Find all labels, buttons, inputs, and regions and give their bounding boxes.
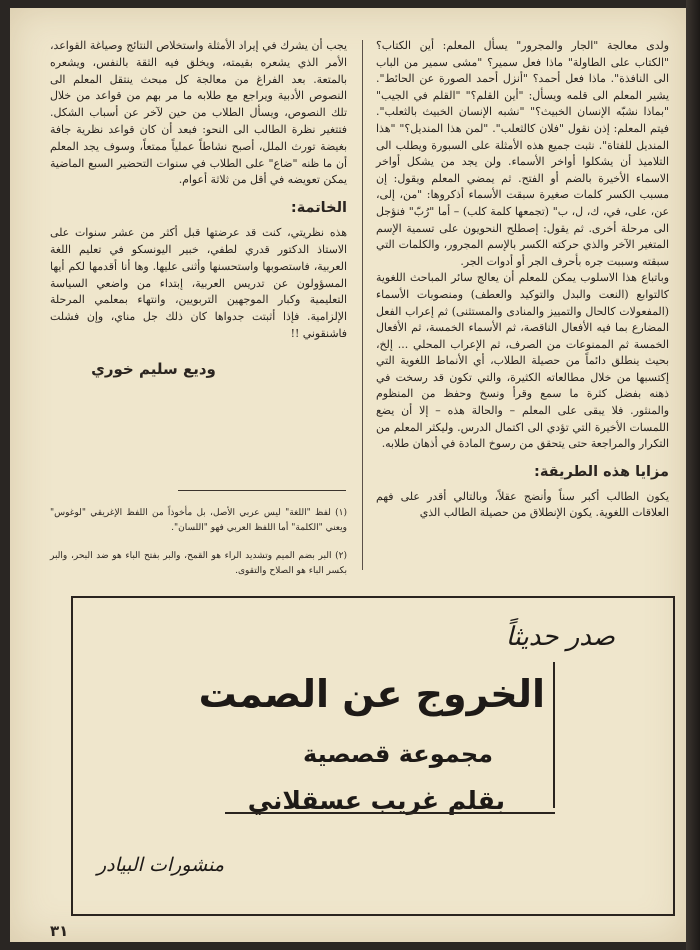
footnote-2: (٢) البر بضم الميم وتشديد الراء هو القمح، والبر بفتح الباء هو ضد البحر، والبر بكسر الباء هو الصلاح والتقوى.	[50, 551, 347, 576]
left-paragraph-1: يجب أن يشرك في إيراد الأمثلة واستخلاص النتائج وصياغة القواعد، الأمر الذي يشعره بقيمته، ويخلق فيه الثقة بالنفس، ويشعره بالمتعة. بعد الفراغ من معالجة كل مبحث ينتقل المعلم الى النصوص الأدبية ويراجع مع طلابه ما مر بهم من قواعد من خلال تلك النصوص، ويسأل الطلاب من حين لآخر عن أسباب الشكل. فتتغير نظرة الطالب الى النحو: فبعد أن كان قواعد نظرية جافة بغيضة تورث الملل، أصبح نشاطاً عملياً ممتعاً، وسوف يجد المعلم أن ما ظنه "ضاع" على الطلاب في سنوات التحضير السبع الماضية يمكن تعويضه في أقل من ثلاثة أعوام.	[50, 39, 347, 187]
column-divider	[362, 40, 363, 570]
footnotes	[50, 506, 347, 592]
publisher-name: منشورات البيادر	[97, 854, 225, 876]
book-author: بقلم غريب عسقلاني	[247, 786, 505, 815]
right-paragraph-2: وباتباع هذا الاسلوب يمكن للمعلم أن يعالج سائر المباحث اللغوية كالتوابع (النعت والبدل والتوكيد والعطف) ومنصوبات الأسماء (المفعولات كالحال والتمييز والمنادى والمستثنى) ثم إعراب الفعل المضارع بما فيه الأفعال الناقصة، ثم الأسماء الخمسة، ثم الأفعال الخمسة ثم الممنوعات من الصرف، ثم الإعراب المحلي ... إلخ، بحيث ينطلق دائماً من حصيلة الطلاب، أي الأنماط اللغوية التي إكتسبها من خلال مطالعاته الكثيرة، والتي تكون قد رسخت في ذهنه بفضل كثرة ما سمع وقرأ ونسخ وحفظ من المنظوم والمنثور. فلا يبقى على المعلم – والحالة هذه – إلا أن يضع اللمسات الأخيرة التي تؤدي الى اكتمال الدرس. وليكثر المعلم من التكرار والمراجعة حتى يتحقق من رسوخ المادة في أذهان طلابه.	[376, 271, 669, 451]
advantages-heading: مزايا هذه الطريقة:	[534, 463, 669, 480]
published-recently-label: صدر حديثاً	[505, 622, 615, 652]
book-subtitle: مجموعة قصصية	[303, 740, 493, 768]
conclusion-heading: الخاتمة:	[290, 200, 347, 217]
footnote-1: (١) لفظ "اللغة" ليس عربي الأصل، بل مأخوذاً من اللفظ الإغريقي "لوغوس" ويعني "الكلمة" أما اللفظ العربي فهو "اللسان".	[50, 508, 347, 533]
left-column	[50, 38, 347, 378]
right-paragraph-3: يكون الطالب أكبر سناً وأنضج عقلاً، وبالتالي أقدر على فهم العلاقات اللغوية. يكون الإنطلاق من حصيلة الطالب الذي	[376, 489, 669, 520]
left-paragraph-2: هذه نظريتي، كنت قد عرضتها قبل أكثر من عشر سنوات على الاستاذ الدكتور قدري لطفي، خبير اليونسكو في تعليم اللغة العربية، فاستصوبها واستحسنها وأثنى عليها. وها أنا أقدمها لكم أيها المسؤولون عن تدريس العربية، إبتداء من واضعي السياسة التعليمية وكبار الموجهين التربويين، وانتهاء بمعلمي المرحلة الإلزامية. فإذا أثبتت جدواها كان ذلك جل مناي، وإن فشلت فاشنقوني !!	[50, 226, 347, 340]
author-signature: وديع سليم خوري	[91, 359, 216, 378]
right-column	[376, 38, 669, 522]
book-title: الخروج عن الصمت	[198, 672, 545, 716]
page-number: ٣١	[50, 922, 69, 940]
ad-frame-vertical-line	[553, 662, 555, 808]
right-paragraph-1: ولدى معالجة "الجار والمجرور" يسأل المعلم: أين الكتاب؟ "الكتاب على الطاولة" ماذا فعل سمير؟ "مشى سمير من الباب الى النافذة". ماذا فعل أحمد؟ "أنزل أحمد الصورة عن الحائط". يشير المعلم الى قلمه ويسأل: "أين القلم؟" "القلم في الجيب" "بماذا نشبّه الإنسان الخبيث؟" "نشبه الإنسان الخبيث بالثعلب". فيتم المعلم: إذن نقول "فلان كالثعلب". "لمن هذا المنديل؟" "هذا المنديل للفتاة". نثبت جميع هذه الأمثلة على السبورة ويطلب الى التلاميذ أن يشكلوا أواخر الأسماء. ولن يجد من يشكل أواخر الاسماء الأخيرة بالضم أو الفتح. ثم يمضي المعلم ويقول: إن مسبب الكسر كلمات صغيرة سبقت الأسماء أذكروها: "من، إلى، عن، على، في، ك، ل، ب" (تجمعها كلمة كلب) – أما "رُبّ" فنؤجل الى مرحلة أخرى. ثم يقول: إصطلح النحويون على تسمية الإسم المتغير الآخر والذي حركته الكسر بالإسم المجرور، والكلمات التي سبقته وسببت جره بأحرف الجر أو أدوات الجر.	[376, 39, 669, 268]
magazine-page	[10, 8, 686, 942]
footnote-rule	[178, 490, 346, 491]
ad-frame-horizontal-line	[225, 812, 555, 814]
page-edge-shadow	[686, 0, 700, 950]
book-advertisement	[71, 596, 675, 916]
